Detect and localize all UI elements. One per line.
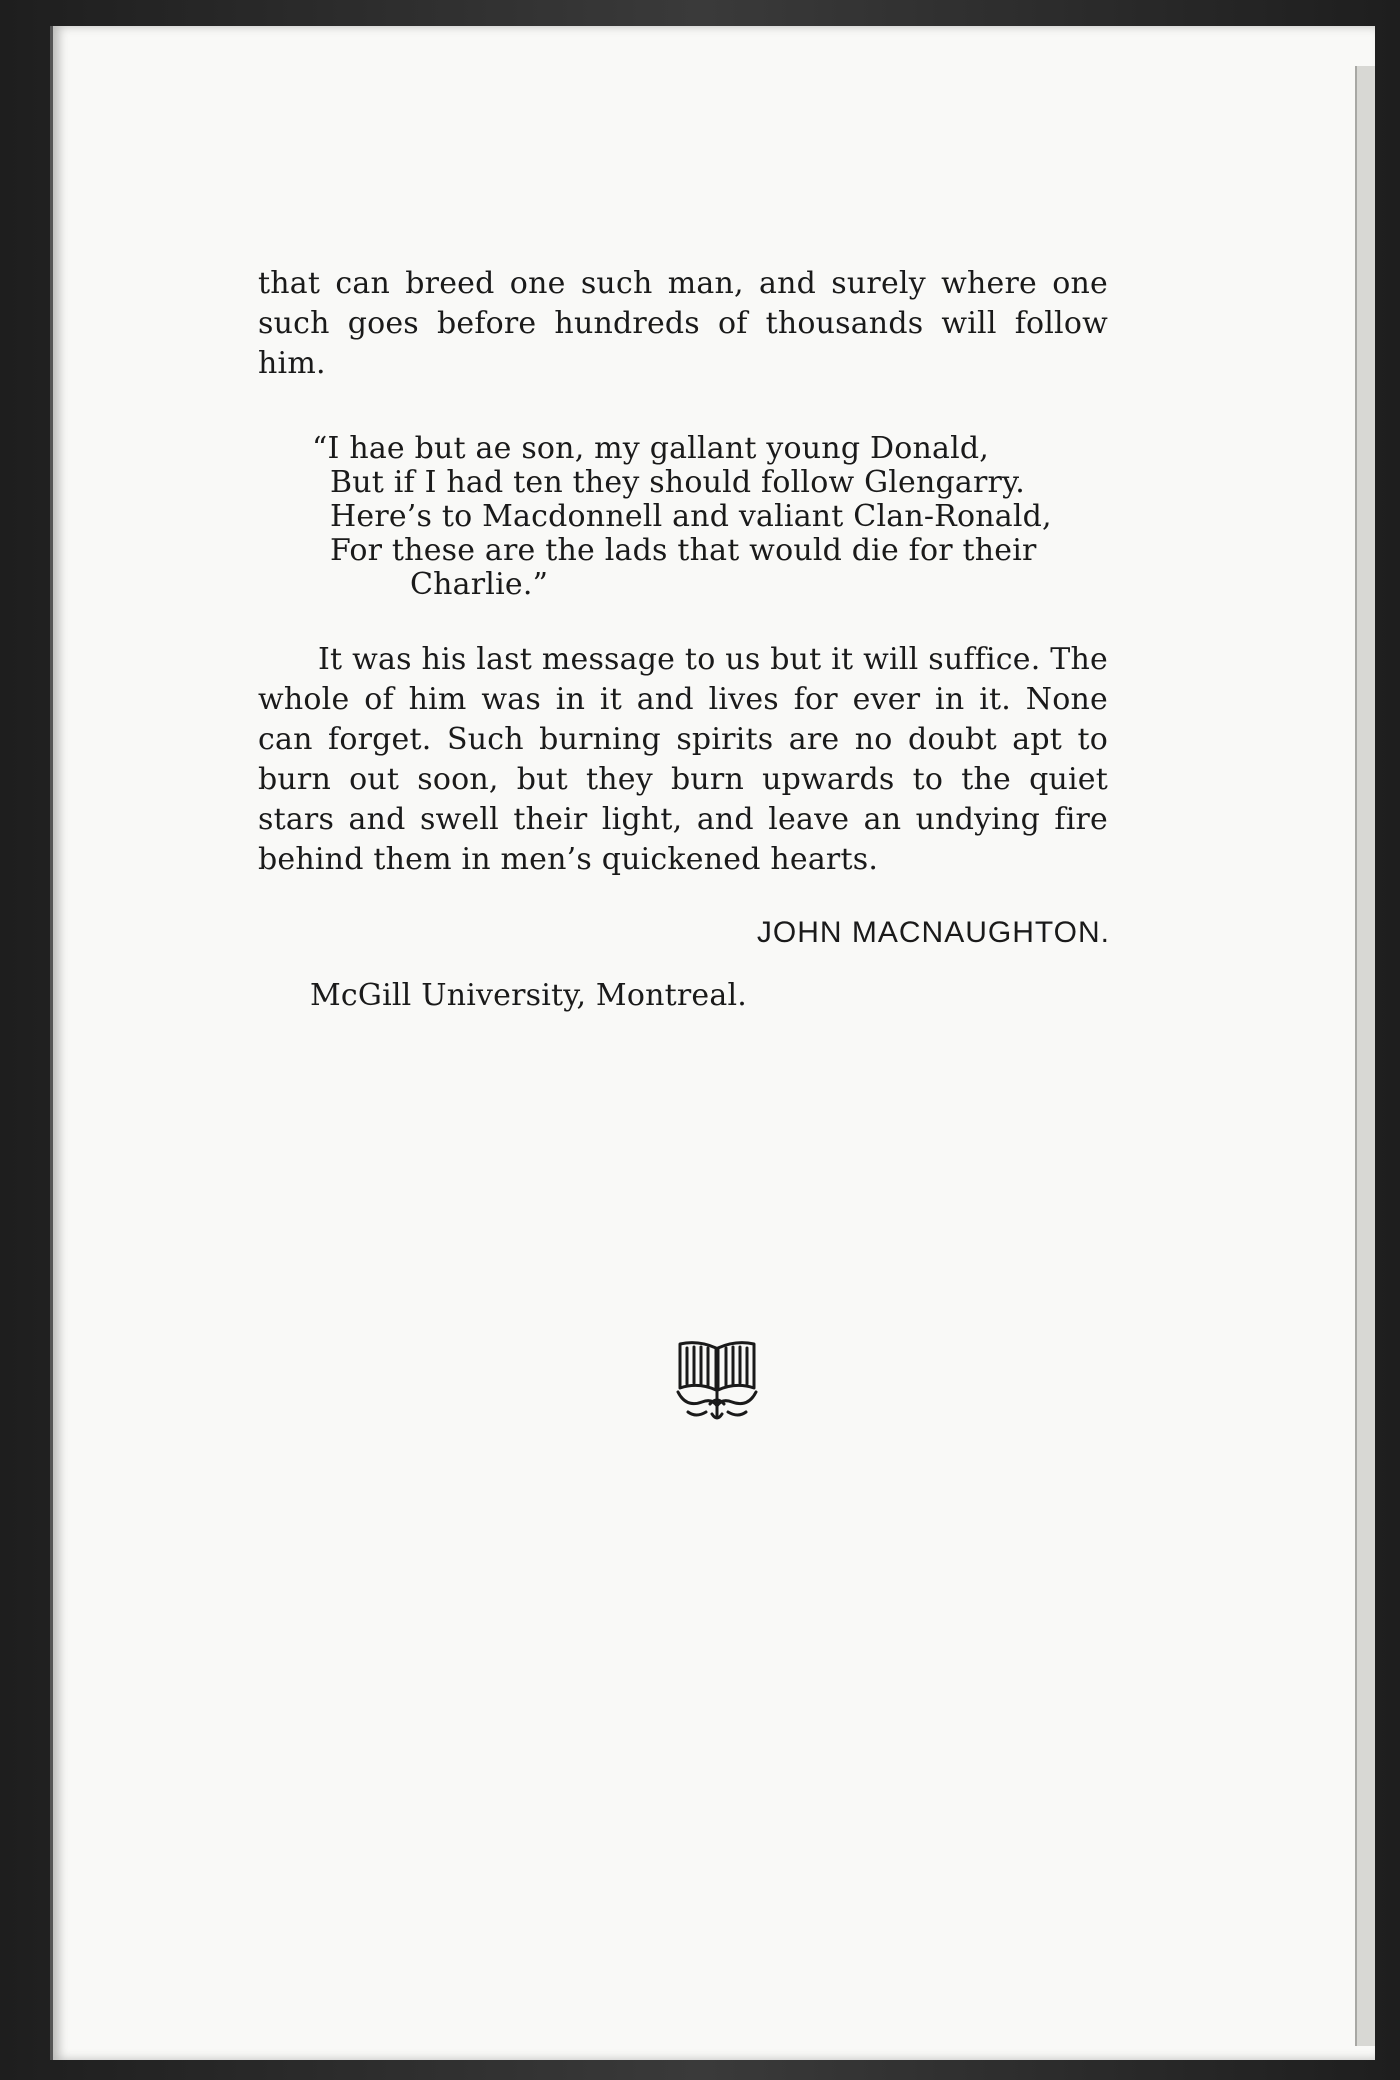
page-edge <box>1355 66 1375 2046</box>
author-signature: JOHN MACNAUGHTON. <box>756 916 1110 949</box>
open-book-ornament-icon <box>672 1336 762 1426</box>
paragraph-opening: that can breed one such man, and surely where one such goes before hundreds of thousands will follow him. <box>258 266 1108 381</box>
verse-line-1: “I hae but ae son, my gallant young Donald, <box>312 431 990 466</box>
verse-line-5: Charlie.” <box>410 567 549 602</box>
verse-block <box>312 432 1132 602</box>
verse-line-2: But if I had ten they should follow Glengarry. <box>330 465 1025 500</box>
paragraph-closing: It was his last message to us but it will suffice. The whole of him was in it and lives for ever in it. None can forget. Such burning spirits are no doubt apt to burn out soon, but they burn upwards to the quiet stars and swell their light, and leave an undying fire behind them in men’s quickened hearts. <box>258 642 1108 877</box>
author-affiliation: McGill University, Montreal. <box>310 978 747 1013</box>
verse-line-3: Here’s to Macdonnell and valiant Clan-Ronald, <box>330 499 1052 534</box>
verse-line-4: For these are the lads that would die for their <box>330 533 1037 568</box>
